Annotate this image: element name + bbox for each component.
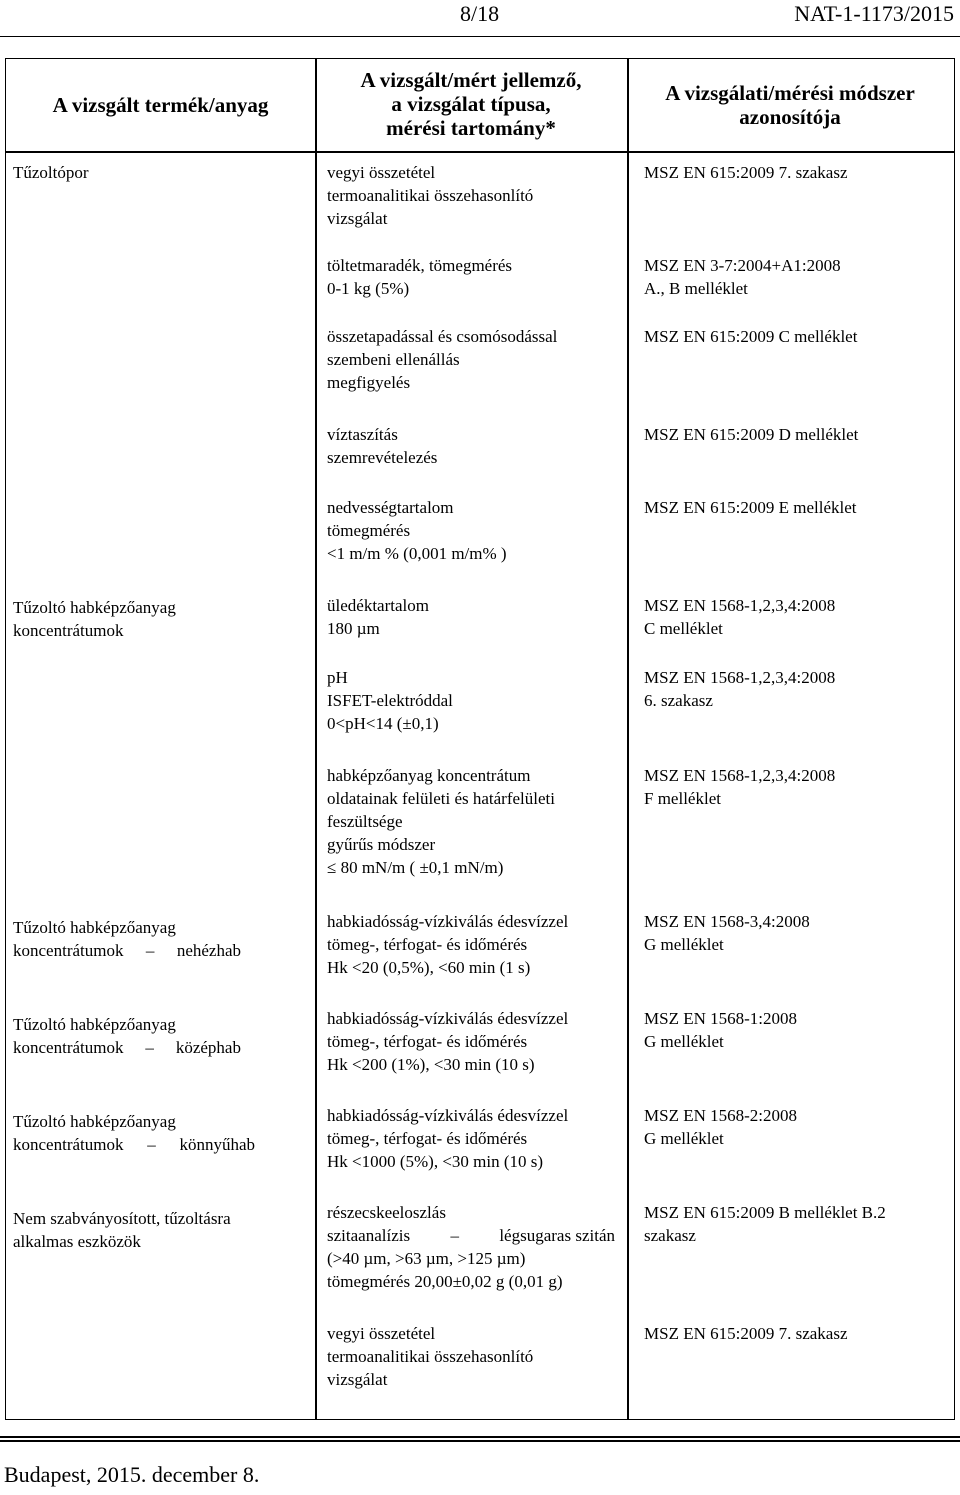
product-cell: Tűzoltó habképzőanyag koncentrátumok – középhab [13, 1015, 241, 1057]
method-cell: MSZ EN 1568-3,4:2008 G melléklet [644, 912, 810, 954]
test-cell: habképzőanyag koncentrátum oldatainak felületi és határfelületi feszültsége gyűrűs módszer ≤ 80 mN/m ( ±0,1 mN/m) [327, 766, 555, 877]
document-id: NAT-1-1173/2015 [794, 1, 954, 26]
footer-rule [0, 1436, 960, 1438]
footer-date: Budapest, 2015. december 8. [4, 1462, 260, 1487]
test-cell: részecskeeloszlás szitaanalízis – légsugaras szitán (>40 µm, >63 µm, >125 µm) tömegmérés 20,00±0,02 g (0,01 g) [327, 1203, 615, 1291]
method-cell: MSZ EN 615:2009 C melléklet [644, 327, 858, 346]
method-cell: MSZ EN 615:2009 E melléklet [644, 498, 857, 517]
column-divider [627, 59, 629, 1419]
test-cell: habkiadósság-vízkiválás édesvízzel tömeg-, térfogat- és időmérés Hk <20 (0,5%), <60 min (1 s) [327, 912, 569, 977]
test-cell: összetapadással és csomósodással szembeni ellenállás megfigyelés [327, 327, 558, 392]
method-cell: MSZ EN 615:2009 7. szakasz [644, 163, 848, 182]
header-rule [6, 151, 954, 153]
test-cell: habkiadósság-vízkiválás édesvízzel tömeg-, térfogat- és időmérés Hk <1000 (5%), <30 min (10 s) [327, 1106, 569, 1171]
column-header-characteristic: A vizsgált/mért jellemző, a vizsgálat típusa, mérési tartomány* [360, 68, 582, 140]
method-cell: MSZ EN 3-7:2004+A1:2008 A., B melléklet [644, 256, 841, 298]
method-cell: MSZ EN 1568-1,2,3,4:2008 F melléklet [644, 766, 836, 808]
test-cell: víztaszítás szemrevételezés [327, 425, 438, 467]
product-cell: Tűzoltó habképzőanyag koncentrátumok – könnyűhab [13, 1112, 255, 1154]
method-cell: MSZ EN 1568-2:2008 G melléklet [644, 1106, 797, 1148]
method-cell: MSZ EN 615:2009 7. szakasz [644, 1324, 848, 1343]
test-cell: habkiadósság-vízkiválás édesvízzel tömeg-, térfogat- és időmérés Hk <200 (1%), <30 min (10 s) [327, 1009, 569, 1074]
column-divider [315, 59, 317, 1419]
product-cell: Tűzoltó habképzőanyag koncentrátumok – nehézhab [13, 918, 241, 960]
footer-rule [0, 1440, 960, 1442]
product-cell: Tűzoltópor [13, 163, 89, 182]
test-cell: üledéktartalom 180 µm [327, 596, 429, 638]
test-cell: vegyi összetétel termoanalitikai összehasonlító vizsgálat [327, 163, 534, 228]
method-cell: MSZ EN 1568-1,2,3,4:2008 6. szakasz [644, 668, 836, 710]
product-cell: Nem szabványosított, tűzoltásra alkalmas eszközök [13, 1209, 231, 1251]
method-cell: MSZ EN 1568-1,2,3,4:2008 C melléklet [644, 596, 836, 638]
method-cell: MSZ EN 1568-1:2008 G melléklet [644, 1009, 797, 1051]
column-header-product: A vizsgált termék/anyag [52, 93, 269, 117]
test-methods-table [5, 58, 955, 1420]
page-number: 8/18 [460, 1, 500, 26]
product-cell: Tűzoltó habképzőanyag koncentrátumok [13, 598, 176, 640]
method-cell: MSZ EN 615:2009 D melléklet [644, 425, 859, 444]
test-cell: pH ISFET-elektróddal 0<pH<14 (±0,1) [327, 668, 453, 733]
column-header-method: A vizsgálati/mérési módszer azonosítója [665, 81, 915, 129]
method-cell: MSZ EN 615:2009 B melléklet B.2 szakasz [644, 1203, 886, 1245]
test-cell: nedvességtartalom tömegmérés <1 m/m % (0,001 m/m% ) [327, 498, 507, 563]
test-cell: vegyi összetétel termoanalitikai összehasonlító vizsgálat [327, 1324, 534, 1389]
test-cell: töltetmaradék, tömegmérés 0-1 kg (5%) [327, 256, 513, 298]
page-header [0, 0, 960, 37]
